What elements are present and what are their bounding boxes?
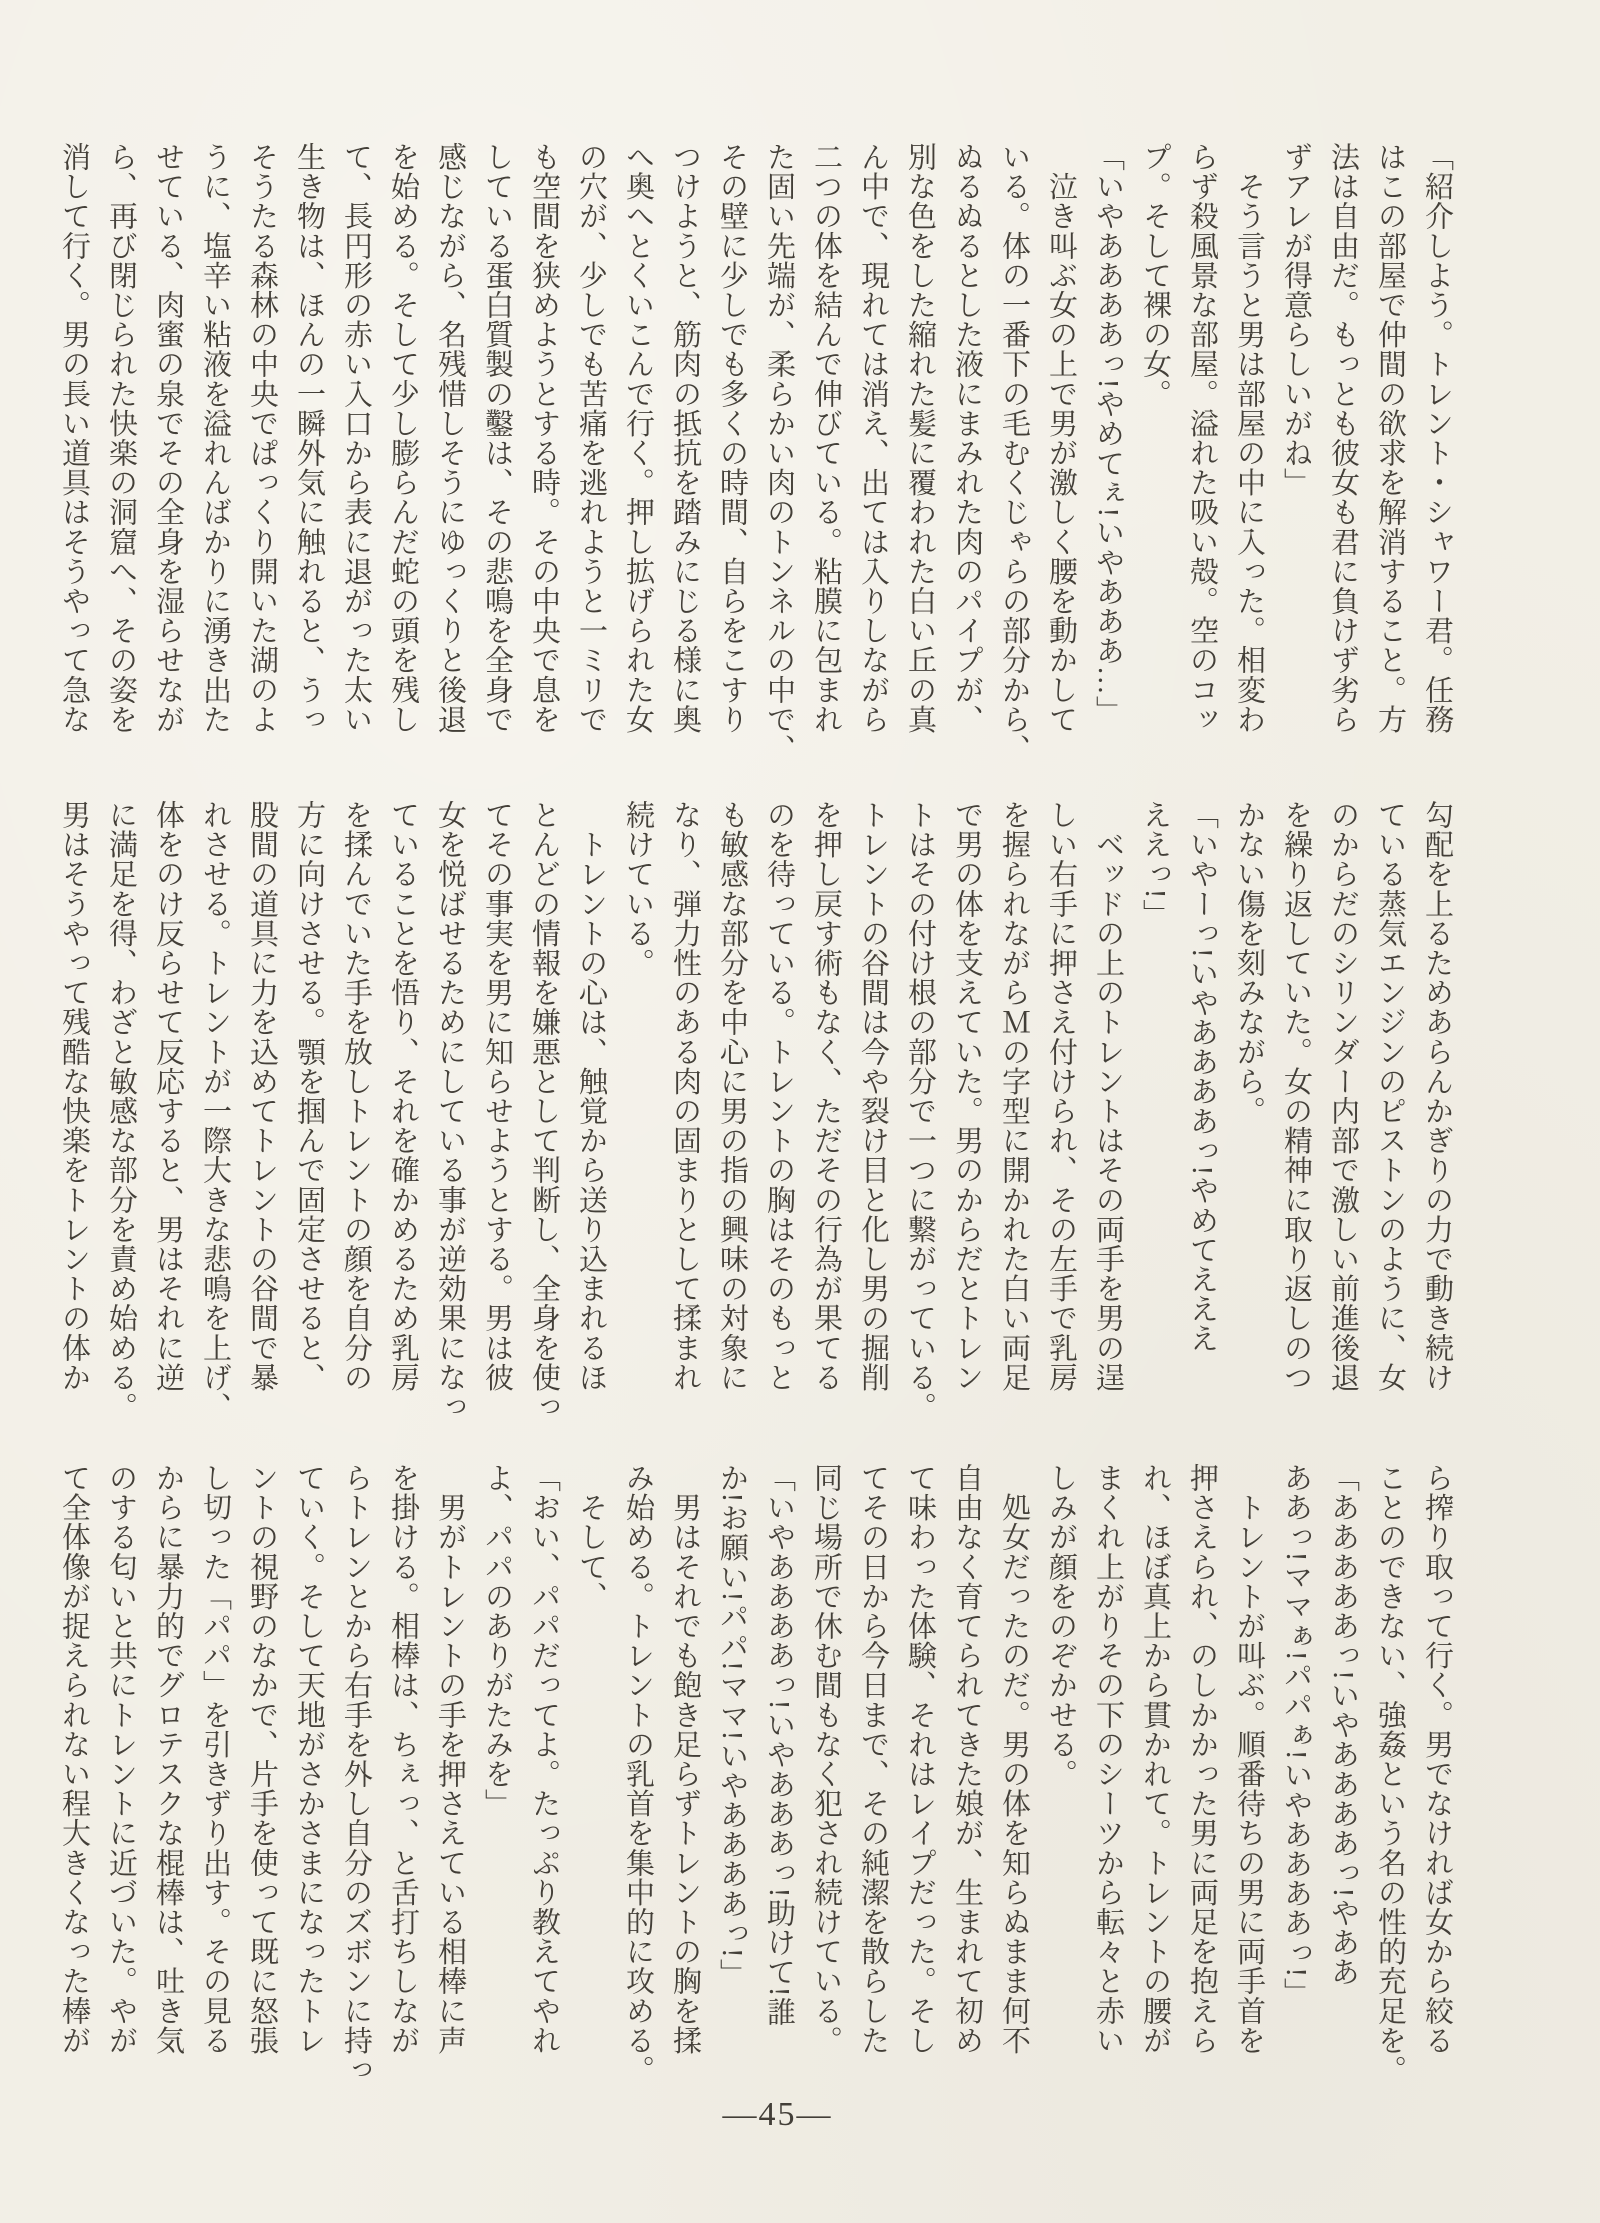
text-column: そうたる森林の中央でぱっくり開いた湖のよ: [246, 142, 278, 734]
text-column: ている蒸気エンジンのピストンのように、女: [1374, 800, 1406, 1392]
text-block-middle: [50, 800, 1460, 1425]
text-column: 生き物は、ほんの一瞬外気に触れると、うっ: [293, 142, 325, 734]
text-column: 感じながら、名残惜しそうにゆっくりと後退: [434, 142, 466, 734]
text-column: 女を悦ばせるためにしている事が逆効果になっ: [434, 800, 466, 1422]
text-column: ぬるぬるとした液にまみれた肉のパイプが、: [951, 142, 983, 734]
text-column: も空間を狭めようとする時。その中央で息を: [528, 142, 560, 734]
text-column: を掛ける。相棒は、ちぇっ、と舌打ちしなが: [387, 1463, 419, 2055]
text-block-top: [50, 142, 1460, 767]
text-column: 体をのけ反らせて反応すると、男はそれに逆: [152, 800, 184, 1392]
text-column: そう言うと男は部屋の中に入った。相変わ: [1233, 142, 1265, 734]
text-column: トはその付け根の部分で一つに繋がっている。: [904, 800, 936, 1422]
text-column: のする匂いと共にトレントに近づいた。やが: [105, 1463, 137, 2055]
text-column: を始める。そして少し膨らんだ蛇の頭を残し: [387, 142, 419, 734]
text-column: た固い先端が、柔らかい肉のトンネルの中で、: [763, 142, 795, 764]
text-column: ベッドの上のトレントはその両手を男の逞: [1092, 800, 1124, 1392]
text-column: ていく。そして天地がさかさまになったトレ: [293, 1463, 325, 2055]
text-column: いる。体の一番下の毛むくじゃらの部分から、: [998, 142, 1030, 764]
text-column: 股間の道具に力を込めてトレントの谷間で暴: [246, 800, 278, 1392]
text-column: れ、ほぼ真上から貫かれて。トレントの腰が: [1139, 1463, 1171, 2055]
text-column: プ。そして裸の女。: [1139, 142, 1171, 409]
text-column: かない傷を刻みながら。: [1233, 800, 1265, 1126]
text-column: 別な色をした縮れた髪に覆われた白い丘の真: [904, 142, 936, 734]
text-column: トレントの谷間は今や裂け目と化し男の掘削: [857, 800, 889, 1392]
text-column: てその事実を男に知らせようとする。男は彼: [481, 800, 513, 1392]
text-column: のを待っている。トレントの胸はそのもっと: [763, 800, 795, 1392]
text-column: 同じ場所で休む間もなく犯され続けている。: [810, 1463, 842, 2055]
text-column: 男はそれでも飽き足らずトレントの胸を揉: [669, 1463, 701, 2055]
text-column: て味わった体験、それはレイプだった。そし: [904, 1463, 936, 2055]
text-column: てその日から今日まで、その純潔を散らした: [857, 1463, 889, 2055]
text-column: み始める。トレントの乳首を集中的に攻める。: [622, 1463, 654, 2085]
text-column: 方に向けさせる。顎を掴んで固定させると、: [293, 800, 325, 1392]
text-column: なり、弾力性のある肉の固まりとして揉まれ: [669, 800, 701, 1392]
text-column: よ、パパのありがたみを」: [481, 1463, 513, 1819]
text-column: を握られながらＭの字型に開かれた白い両足: [998, 800, 1030, 1392]
text-column: ああっ!ママぁ!パパぁ!いやああああっ!」: [1280, 1463, 1312, 2008]
text-column: の穴が、少しでも苦痛を逃れようと一ミリで: [575, 142, 607, 734]
text-column: らず殺風景な部屋。溢れた吸い殻。空のコッ: [1186, 142, 1218, 734]
text-column: そして、: [575, 1463, 607, 1611]
text-column: ん中で、現れては消え、出ては入りしながら: [857, 142, 889, 734]
text-column: 「いやーっ!いやああああっ!やめてえええ: [1186, 800, 1218, 1354]
text-column: トレントの心は、触覚から送り込まれるほ: [575, 800, 607, 1392]
text-column: ていることを悟り、それを確かめるため乳房: [387, 800, 419, 1392]
text-column: 二つの体を結んで伸びている。粘膜に包まれ: [810, 142, 842, 734]
text-column: トレントが叫ぶ。順番待ちの男に両手首を: [1233, 1463, 1265, 2055]
text-column: しみが顔をのぞかせる。: [1045, 1463, 1077, 1789]
text-column: 「あああああっ!いやああああっ!やああ: [1327, 1463, 1359, 1987]
text-block-bottom: [50, 1463, 1460, 2088]
page-number: ―45―: [722, 2096, 833, 2133]
text-column: 法は自由だ。もっとも彼女も君に負けず劣ら: [1327, 142, 1359, 734]
text-column: 処女だったのだ。男の体を知らぬまま何不: [998, 1463, 1030, 2055]
text-column: に満足を得、わざと敏感な部分を責め始める。: [105, 800, 137, 1422]
text-column: その壁に少しでも多くの時間、自らをこすり: [716, 142, 748, 734]
text-column: 男はそうやって残酷な快楽をトレントの体か: [58, 800, 90, 1392]
text-column: れさせる。トレントが一際大きな悲鳴を上げ、: [199, 800, 231, 1422]
text-column: のからだのシリンダー内部で激しい前進後退: [1327, 800, 1359, 1392]
text-column: で男の体を支えていた。男のからだとトレン: [951, 800, 983, 1392]
text-column: とんどの情報を嫌悪として判断し、全身を使っ: [528, 800, 560, 1422]
text-column: しい右手に押さえ付けられ、その左手で乳房: [1045, 800, 1077, 1392]
text-column: している蛋白質製の鑿は、その悲鳴を全身で: [481, 142, 513, 734]
text-column: を押し戻す術もなく、ただその行為が果てる: [810, 800, 842, 1392]
text-column: 「いやああああっ!いやあああっ!助けて!誰: [763, 1463, 795, 2027]
text-column: し切った「パパ」を引きずり出す。その見る: [199, 1463, 231, 2055]
text-column: て、長円形の赤い入口から表に退がった太い: [340, 142, 372, 734]
text-column: 押さえられ、のしかかった男に両足を抱えら: [1186, 1463, 1218, 2055]
text-column: か!お願い!パパ!ママ!いやああああっ!」: [716, 1463, 748, 1988]
text-column: 自由なく育てられてきた娘が、生まれて初め: [951, 1463, 983, 2055]
text-column: せている、肉蜜の泉でその全身を湿らせなが: [152, 142, 184, 734]
text-column: ら搾り取って行く。男でなければ女から絞る: [1421, 1463, 1453, 2055]
text-column: ずアレが得意らしいがね」: [1280, 142, 1312, 498]
text-column: ントの視野のなかで、片手を使って既に怒張: [246, 1463, 278, 2055]
text-column: つけようと、筋肉の抵抗を踏みにじる様に奥: [669, 142, 701, 734]
text-column: 続けている。: [622, 800, 654, 978]
text-column: はこの部屋で仲間の欲求を解消すること。方: [1374, 142, 1406, 734]
text-column: 「おい、パパだってよ。たっぷり教えてやれ: [528, 1463, 560, 2055]
text-column: うに、塩辛い粘液を溢れんばかりに湧き出た: [199, 142, 231, 734]
text-column: 泣き叫ぶ女の上で男が激しく腰を動かして: [1045, 142, 1077, 734]
text-column: て全体像が捉えられない程大きくなった棒が: [58, 1463, 90, 2055]
text-column: 「紹介しよう。トレント・シャワー君。任務: [1421, 142, 1453, 734]
text-column: を揉んでいた手を放しトレントの顔を自分の: [340, 800, 372, 1392]
text-column: まくれ上がりその下のシーツから転々と赤い: [1092, 1463, 1124, 2055]
text-column: 勾配を上るためあらんかぎりの力で動き続け: [1421, 800, 1453, 1392]
text-column: ええっ!」: [1139, 800, 1171, 929]
text-column: ことのできない、強姦という名の性的充足を。: [1374, 1463, 1406, 2085]
text-column: も敏感な部分を中心に男の指の興味の対象に: [716, 800, 748, 1392]
text-column: からに暴力的でグロテスクな棍棒は、吐き気: [152, 1463, 184, 2055]
text-column: へ奥へとくいこんで行く。押し拡げられた女: [622, 142, 654, 734]
text-column: 男がトレントの手を押さえている相棒に声: [434, 1463, 466, 2055]
text-column: ら、再び閉じられた快楽の洞窟へ、その姿を: [105, 142, 137, 734]
text-column: らトレンとから右手を外し自分のズボンに持っ: [340, 1463, 372, 2085]
text-column: 「いやああああっ!やめてぇ!いやあああ…」: [1092, 142, 1124, 725]
text-column: 消して行く。男の長い道具はそうやって急な: [58, 142, 90, 734]
text-column: を繰り返していた。女の精神に取り返しのつ: [1280, 800, 1312, 1392]
